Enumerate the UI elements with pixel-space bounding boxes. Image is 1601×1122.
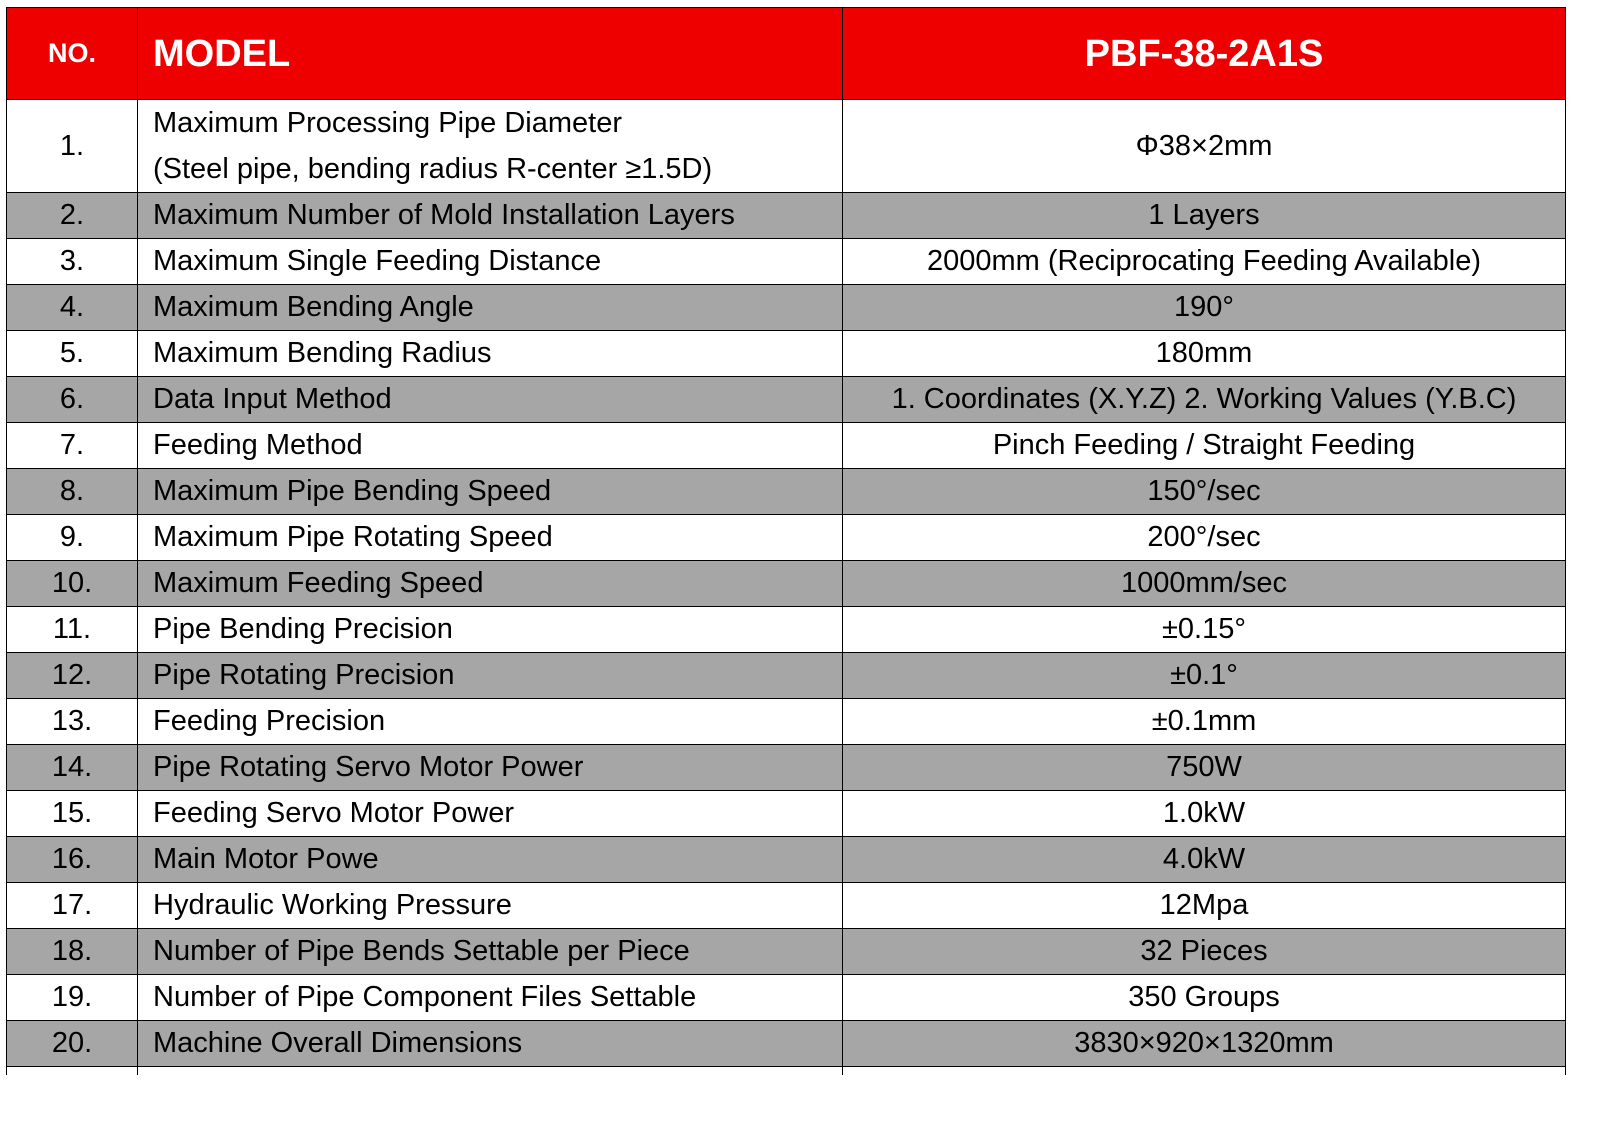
row-number: 1. [7,100,138,193]
table-row [7,607,1566,653]
table-row [7,515,1566,561]
row-number: 11. [7,607,138,653]
row-label-line: Maximum Processing Pipe Diameter [153,107,622,139]
row-number: 7. [7,423,138,469]
row-number: 6. [7,377,138,423]
row-label: Hydraulic Working Pressure [138,883,843,929]
row-value: 750W [843,745,1566,791]
row-number: 3. [7,239,138,285]
table-row [7,791,1566,837]
row-value: 150°/sec [843,469,1566,515]
row-value: 200°/sec [843,515,1566,561]
row-label: Maximum Feeding Speed [138,561,843,607]
table-row-cutoff [7,1067,1566,1075]
row-number: 14. [7,745,138,791]
table-row [7,929,1566,975]
row-number: 17. [7,883,138,929]
row-value: 1. Coordinates (X.Y.Z) 2. Working Values (Y.B.C) [843,377,1566,423]
table-row [7,653,1566,699]
row-value: ±0.1° [843,653,1566,699]
row-label: Maximum Number of Mold Installation Layers [138,193,843,239]
table-row [7,975,1566,1021]
header-no: NO. [7,8,138,100]
row-label: Machine Overall Dimensions [138,1021,843,1067]
row-number: 2. [7,193,138,239]
row-number: 16. [7,837,138,883]
row-label: Pipe Rotating Precision [138,653,843,699]
row-label: Maximum Pipe Rotating Speed [138,515,843,561]
row-value: 32 Pieces [843,929,1566,975]
row-label: Feeding Precision [138,699,843,745]
table-row [7,883,1566,929]
row-value: 180mm [843,331,1566,377]
row-value: 1 Layers [843,193,1566,239]
table-row [7,331,1566,377]
row-label: Data Input Method [138,377,843,423]
row-value: ±0.15° [843,607,1566,653]
row-value: 12Mpa [843,883,1566,929]
row-value: Pinch Feeding / Straight Feeding [843,423,1566,469]
row-number: 19. [7,975,138,1021]
cutoff-cell [843,1067,1566,1075]
table-row [7,239,1566,285]
row-label: Number of Pipe Bends Settable per Piece [138,929,843,975]
row-number: 8. [7,469,138,515]
row-value: Φ38×2mm [843,100,1566,193]
row-label: Number of Pipe Component Files Settable [138,975,843,1021]
row-number: 20. [7,1021,138,1067]
row-label: Maximum Single Feeding Distance [138,239,843,285]
table-row [7,285,1566,331]
row-label: Pipe Bending Precision [138,607,843,653]
header-row [7,8,1566,100]
header-model: MODEL [138,8,843,100]
row-value: 350 Groups [843,975,1566,1021]
table-row [7,699,1566,745]
row-label-line: (Steel pipe, bending radius R-center ≥1.5D) [153,153,713,185]
row-label: Maximum Pipe Bending Speed [138,469,843,515]
cutoff-cell [7,1067,138,1075]
row-label: Maximum Bending Angle [138,285,843,331]
row-value: ±0.1mm [843,699,1566,745]
table-row [7,561,1566,607]
row-label: Feeding Method [138,423,843,469]
row-number: 18. [7,929,138,975]
row-value: 1000mm/sec [843,561,1566,607]
spec-table [6,7,1566,1075]
row-number: 12. [7,653,138,699]
row-value: 2000mm (Reciprocating Feeding Available) [843,239,1566,285]
table-row [7,423,1566,469]
table-row [7,745,1566,791]
row-number: 10. [7,561,138,607]
row-value: 4.0kW [843,837,1566,883]
row-label: Maximum Bending Radius [138,331,843,377]
cutoff-cell [138,1067,843,1075]
row-label: Pipe Rotating Servo Motor Power [138,745,843,791]
table-row [7,469,1566,515]
row-number: 5. [7,331,138,377]
row-label: Main Motor Powe [138,837,843,883]
row-number: 15. [7,791,138,837]
row-value: 1.0kW [843,791,1566,837]
row-label [138,100,843,193]
table-row [7,1021,1566,1067]
row-value: 190° [843,285,1566,331]
row-value: 3830×920×1320mm [843,1021,1566,1067]
header-model-value: PBF-38-2A1S [843,8,1566,100]
row-label: Feeding Servo Motor Power [138,791,843,837]
table-row [7,377,1566,423]
row-number: 9. [7,515,138,561]
table-row [7,193,1566,239]
row-number: 4. [7,285,138,331]
row-number: 13. [7,699,138,745]
table-row [7,837,1566,883]
table-row [7,100,1566,193]
